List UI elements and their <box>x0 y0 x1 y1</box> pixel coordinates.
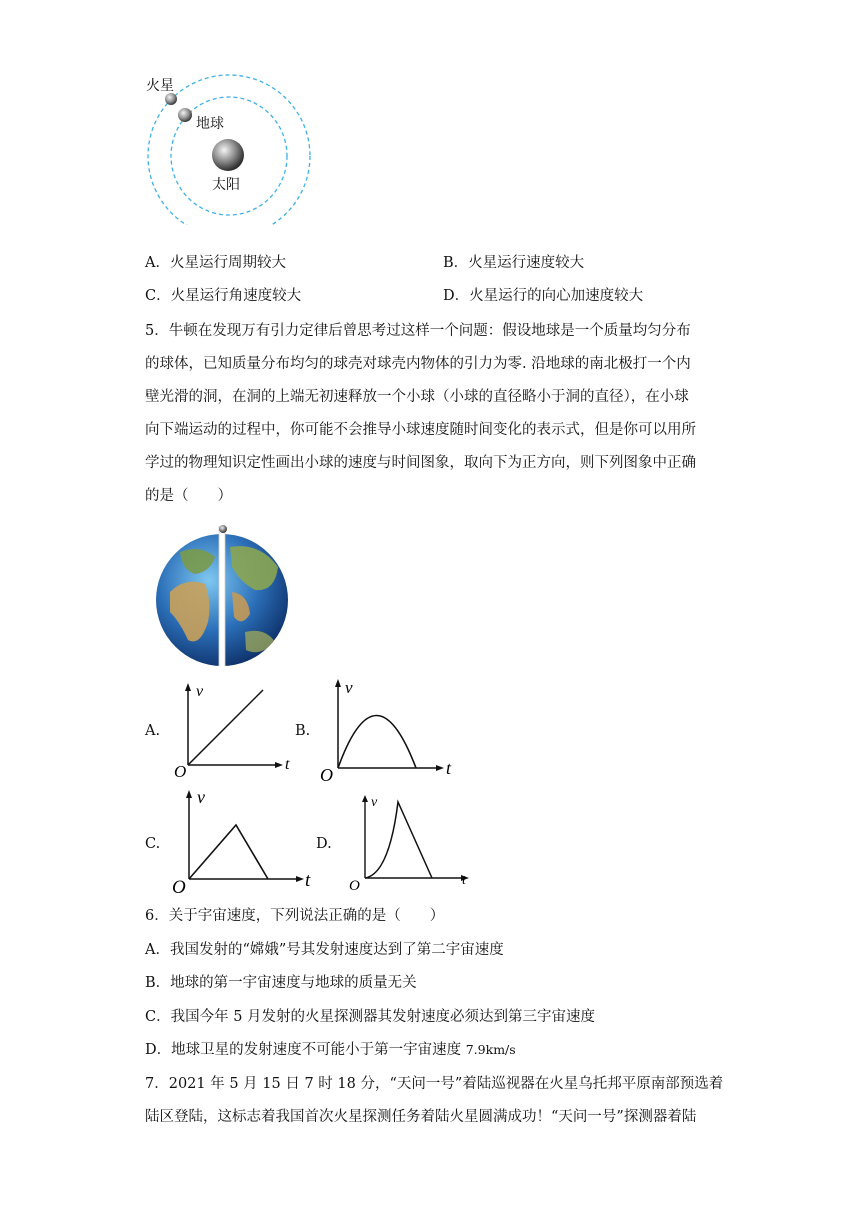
q5-line: 的球体，已知质量分布均匀的球壳对球壳内物体的引力为零. 沿地球的南北极打一个内 <box>145 356 691 372</box>
q4-option-c: C．火星运行角速度较大 <box>145 288 302 304</box>
q5-line: 学过的物理知识定性画出小球的速度与时间图象，取向下为正方向，则下列图象中正确 <box>145 455 696 471</box>
earth-hole-illustration <box>150 522 300 667</box>
graph-d-curve <box>365 802 432 878</box>
q4-option-b: B．火星运行速度较大 <box>443 255 585 271</box>
graph-b-curve <box>338 716 416 769</box>
graph-a-v: v <box>196 683 204 700</box>
sun-sphere <box>212 139 244 171</box>
graph-d-v: v <box>371 795 378 810</box>
graph-c-t: t <box>305 870 311 891</box>
sun-label: 太阳 <box>212 177 240 193</box>
graph-c <box>170 785 315 895</box>
q6-option-d-text: D．地球卫星的发射速度不可能小于第一宇宙速度 <box>145 1042 466 1058</box>
graph-a-curve <box>188 690 263 765</box>
earth-sphere <box>178 108 192 122</box>
q6-stem: 6．关于宇宙速度，下列说法正确的是（ ） <box>145 908 445 924</box>
q6-option-c: C．我国今年 5 月发射的火星探测器其发射速度必须达到第三宇宙速度 <box>145 1009 596 1025</box>
graph-b <box>318 675 463 785</box>
graph-a-t: t <box>285 756 290 773</box>
q6-option-b: B．地球的第一宇宙速度与地球的质量无关 <box>145 975 417 991</box>
q5-line: 向下端运动的过程中，你可能不会推导小球速度随时间变化的表示式，但是你可以用所 <box>145 422 696 438</box>
q7-line: 陆区登陆，这标志着我国首次火星探测任务着陆火星圆满成功！“天问一号”探测器着陆 <box>145 1109 697 1125</box>
graph-b-v: v <box>345 678 353 697</box>
earth-label: 地球 <box>196 116 224 132</box>
q6-option-d-value: 7.9km/s <box>465 1042 516 1057</box>
q5-line: 的是（ ） <box>145 488 232 504</box>
graph-b-t: t <box>446 758 452 778</box>
graph-c-label: C. <box>145 836 161 852</box>
q5-line: 5．牛顿在发现万有引力定律后曾思考过这样一个问题：假设地球是一个质量均匀分布 <box>145 323 691 339</box>
graph-d-label: D. <box>316 836 332 852</box>
q4-option-a: A．火星运行周期较大 <box>145 255 286 271</box>
q6-option-a: A．我国发射的“嫦娥”号其发射速度达到了第二宇宙速度 <box>145 942 504 958</box>
q6-option-d <box>145 1040 516 1060</box>
small-ball <box>219 525 227 533</box>
graph-d <box>345 790 475 895</box>
q7-line: 7．2021 年 5 月 15 日 7 时 18 分，“天问一号”着陆巡视器在火星乌托邦平原南部预选着 <box>145 1076 724 1092</box>
graph-d-o: O <box>349 878 360 894</box>
graph-a-o: O <box>174 762 187 780</box>
question-5 <box>145 315 696 513</box>
graph-b-o: O <box>320 765 333 785</box>
graph-b-label: B. <box>295 723 311 739</box>
graph-a <box>170 680 300 780</box>
graph-c-curve <box>189 825 268 879</box>
polar-hole <box>219 526 225 666</box>
q4-option-d: D．火星运行的向心加速度较大 <box>443 288 644 304</box>
graph-c-o: O <box>172 877 186 895</box>
graph-d-t: t <box>462 873 466 888</box>
mars-label: 火星 <box>146 78 174 94</box>
q5-line: 壁光滑的洞，在洞的上端无初速释放一个小球（小球的直径略小于洞的直径），在小球 <box>145 389 689 405</box>
graph-c-v: v <box>197 787 205 807</box>
graph-a-label: A. <box>145 723 161 739</box>
